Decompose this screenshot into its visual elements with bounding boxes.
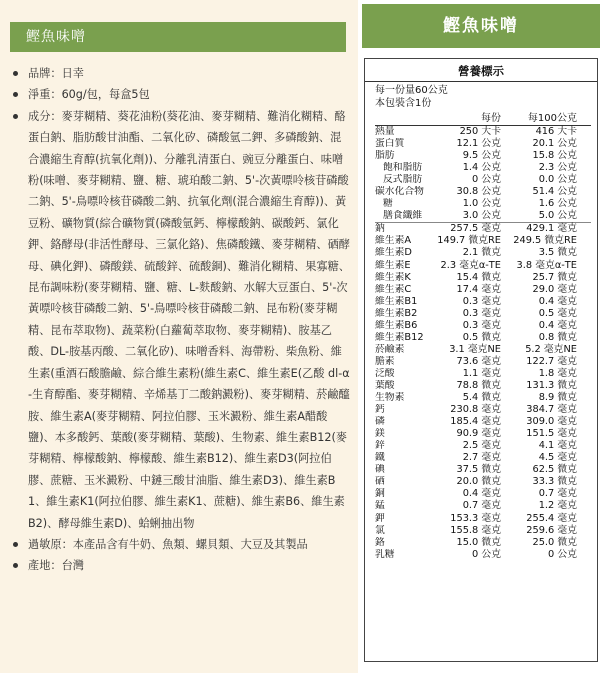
per-100g-value: 416 大卡 <box>535 126 577 137</box>
nutrition-row <box>375 247 591 259</box>
nutrient-name: 鋅 <box>375 440 385 452</box>
net-weight-item: 淨重：60g/包，每盒5包 <box>10 84 352 105</box>
per-serving-value: 20.0 微克 <box>456 476 501 488</box>
nutrition-row <box>375 537 591 549</box>
per-100g-value: 131.3 微克 <box>526 379 577 391</box>
per-serving-value: 73.6 毫克 <box>456 355 501 367</box>
per-serving-value: 0.3 毫克 <box>462 295 501 307</box>
nutrition-row <box>375 404 591 416</box>
nutrition-facts-title: 營養標示 <box>365 63 597 82</box>
per-100g-value: 29.0 毫克 <box>532 283 577 295</box>
nutrition-row <box>375 308 591 320</box>
per-serving-value: 3.0 公克 <box>462 210 501 222</box>
nutrient-name: 葉酸 <box>375 379 395 391</box>
nutrient-name: 生物素 <box>375 392 405 404</box>
nutrient-name: 維生素B6 <box>375 319 418 331</box>
per-100g-value: 0 公克 <box>548 548 577 560</box>
nutrition-row <box>375 549 591 561</box>
per-serving-value: 250 大卡 <box>459 126 501 137</box>
per-100g-value: 3.8 毫克α-TE <box>516 259 577 271</box>
per-100g-value: 249.5 微克RE <box>513 235 577 247</box>
nutrient-name: 鈣 <box>375 404 385 416</box>
nutrition-row <box>375 476 591 488</box>
nutrition-row <box>375 186 591 198</box>
nutrition-row <box>375 380 591 392</box>
per-serving-value: 230.8 毫克 <box>450 404 501 416</box>
nutrient-name: 維生素E <box>375 259 411 271</box>
per-100g-value: 5.0 公克 <box>538 210 577 222</box>
per-100g-value: 1.6 公克 <box>538 198 577 210</box>
nutrient-name: 飽和脂肪 <box>383 162 423 174</box>
nutrition-row <box>375 332 591 344</box>
per-100g-value: 4.1 毫克 <box>538 440 577 452</box>
nutrient-name: 維生素D <box>375 247 412 259</box>
per-serving-value: 78.8 微克 <box>456 379 501 391</box>
nutrition-row <box>375 210 591 223</box>
nutrition-rows <box>375 126 591 561</box>
nutrition-row <box>375 452 591 464</box>
nutrition-column-header <box>375 112 591 126</box>
nutrient-name: 維生素A <box>375 235 412 247</box>
per-100g-header: 每100公克 <box>527 113 577 124</box>
per-100g-value: 151.5 毫克 <box>526 428 577 440</box>
per-100g-value: 33.3 微克 <box>532 476 577 488</box>
per-100g-value: 20.1 公克 <box>532 138 577 150</box>
per-100g-value: 5.2 毫克NE <box>525 343 577 355</box>
nutrition-row <box>375 440 591 452</box>
per-serving-value: 0 公克 <box>472 174 501 186</box>
nutrition-row <box>375 500 591 512</box>
nutrient-name: 維生素B2 <box>375 307 418 319</box>
serving-size: 每一份量60公克 <box>375 85 448 96</box>
per-serving-value: 155.8 毫克 <box>450 524 501 536</box>
nutrient-name: 維生素K <box>375 271 411 283</box>
nutrition-row <box>375 525 591 537</box>
per-serving-value: 2.7 毫克 <box>462 452 501 464</box>
per-100g-value: 15.8 公克 <box>532 150 577 162</box>
per-serving-value: 3.1 毫克NE <box>449 343 501 355</box>
per-100g-value: 0.5 毫克 <box>538 307 577 319</box>
nutrition-row <box>375 272 591 284</box>
nutrition-row <box>375 356 591 368</box>
per-serving-value: 0.5 微克 <box>462 331 501 343</box>
nutrient-name: 碘 <box>375 464 385 476</box>
product-info-list <box>10 63 352 577</box>
nutrient-name: 菸鹼素 <box>375 343 405 355</box>
nutrition-row <box>375 223 591 235</box>
per-serving-value: 0 公克 <box>472 548 501 560</box>
per-serving-value: 149.7 微克RE <box>437 235 501 247</box>
nutrition-row <box>375 138 591 150</box>
nutrition-row <box>375 174 591 186</box>
per-100g-value: 0.8 微克 <box>538 331 577 343</box>
per-100g-value: 259.6 毫克 <box>526 524 577 536</box>
nutrition-row <box>375 162 591 174</box>
per-serving-value: 15.4 微克 <box>456 271 501 283</box>
brand-item: 品牌：日幸 <box>10 63 352 84</box>
per-serving-value: 2.5 毫克 <box>462 440 501 452</box>
per-serving-value: 0.3 毫克 <box>462 319 501 331</box>
per-100g-value: 255.4 毫克 <box>526 512 577 524</box>
per-100g-value: 384.7 毫克 <box>526 404 577 416</box>
per-100g-value: 51.4 公克 <box>532 186 577 198</box>
per-serving-header: 每份 <box>481 113 501 124</box>
per-serving-value: 153.3 毫克 <box>450 512 501 524</box>
per-100g-value: 2.3 公克 <box>538 162 577 174</box>
per-100g-value: 3.5 微克 <box>538 247 577 259</box>
nutrition-row <box>375 488 591 500</box>
per-serving-value: 1.0 公克 <box>462 198 501 210</box>
nutrition-row <box>375 416 591 428</box>
per-100g-value: 0.4 毫克 <box>538 295 577 307</box>
nutrient-name: 維生素C <box>375 283 412 295</box>
per-100g-value: 429.1 毫克 <box>526 223 577 235</box>
nutrient-name: 維生素B12 <box>375 331 424 343</box>
nutrient-name: 氯 <box>375 524 385 536</box>
nutrition-row <box>375 198 591 210</box>
nutrition-row <box>375 368 591 380</box>
nutrition-row <box>375 260 591 272</box>
per-serving-value: 185.4 毫克 <box>450 416 501 428</box>
per-100g-value: 0.0 公克 <box>538 174 577 186</box>
per-100g-value: 25.7 微克 <box>532 271 577 283</box>
nutrition-row <box>375 392 591 404</box>
per-serving-value: 2.3 毫克α-TE <box>440 259 501 271</box>
nutrition-product-header: 鰹魚味噌 <box>362 4 600 48</box>
nutrition-row <box>375 464 591 476</box>
per-100g-value: 4.5 毫克 <box>538 452 577 464</box>
nutrient-name: 乳糖 <box>375 548 395 560</box>
per-100g-value: 1.2 毫克 <box>538 500 577 512</box>
nutrient-name: 蛋白質 <box>375 138 405 150</box>
per-serving-value: 90.9 毫克 <box>456 428 501 440</box>
nutrient-name: 鉻 <box>375 536 385 548</box>
nutrient-name: 鐵 <box>375 452 385 464</box>
nutrition-row <box>375 428 591 440</box>
servings-per-package: 本包裝含1份 <box>375 97 432 109</box>
nutrient-name: 熱量 <box>375 126 395 137</box>
nutrient-name: 鈉 <box>375 223 385 235</box>
origin-item: 產地：台灣 <box>10 555 352 576</box>
nutrition-row <box>375 320 591 332</box>
per-serving-value: 2.1 微克 <box>462 247 501 259</box>
nutrition-facts-panel <box>364 58 598 662</box>
nutrient-name: 膽素 <box>375 355 395 367</box>
nutrient-name: 鎂 <box>375 428 385 440</box>
nutrition-row <box>375 513 591 525</box>
nutrient-name: 硒 <box>375 476 385 488</box>
per-serving-value: 9.5 公克 <box>462 150 501 162</box>
per-serving-value: 1.1 毫克 <box>462 367 501 379</box>
per-serving-value: 30.8 公克 <box>456 186 501 198</box>
nutrient-name: 糖 <box>383 198 393 210</box>
nutrient-name: 反式脂肪 <box>383 174 423 186</box>
per-100g-value: 309.0 毫克 <box>526 416 577 428</box>
nutrient-name: 泛酸 <box>375 367 395 379</box>
product-name-header: 鰹魚味噌 <box>10 22 346 52</box>
allergen-item: 過敏原：本產品含有牛奶、魚類、螺貝類、大豆及其製品 <box>10 534 352 555</box>
nutrient-name: 脂肪 <box>375 150 395 162</box>
nutrient-name: 膳食纖維 <box>383 210 423 222</box>
nutrition-section <box>358 0 604 673</box>
per-serving-value: 5.4 微克 <box>462 392 501 404</box>
per-serving-value: 0.4 毫克 <box>462 488 501 500</box>
nutrition-row <box>375 126 591 138</box>
ingredients-item: 成分：麥芽糊精、葵花油粉(葵花油、麥芽糊精、難消化糊精、酪蛋白鈉、脂肪酸甘油酯、二氧化矽、磷酸氫二鉀、多磷酸鈉、混合濃縮生育醇(抗氧化劑))、分離乳清蛋白、豌豆分離蛋白、味噌粉(味噌、麥芽糊精、鹽、糖、琥珀酸二鈉、5'-次黃嘌呤核苷磷酸二鈉、5'-鳥嘌呤核苷磷酸二鈉、抗氧化劑(混合濃縮生育醇))、黃豆粉、礦物質(綜合礦物質(磷酸氫鈣、檸檬酸鈉、碳酸鈣、氯化鉀、鉻酵母(非活性酵母、三氯化鉻)、焦磷酸鐵、麥芽糊精、硒酵母、碘化鉀)、磷酸鎂、硫酸鋅、硫酸銅)、難消化糊精、果寡糖、昆布調味粉(麥芽糊精、鹽、糖、L-麩酸鈉、水解大豆蛋白、5'-次黃嘌呤核苷磷酸二鈉、5'-鳥嘌呤核苷磷酸二鈉、昆布粉(麥芽糊精、昆布萃取物)、蔬菜粉(白蘿蔔萃取物、麥芽糊精)、胺基乙酸、DL-胺基丙酸、二氧化矽)、味噌香料、海帶粉、柴魚粉、維生素(重酒石酸膽鹼、綜合維生素粉(維生素C、維生素E(乙酸 dl-α-生育醇酯、麥芽糊精、辛烯基丁二酸鈉澱粉)、麥芽糊精、菸鹼醯胺、維生素A(麥芽糊精、阿拉伯膠、玉米澱粉、維生素A醋酸鹽)、本多酸鈣、葉酸(麥芽糊精、葉酸)、生物素、維生素B12(麥芽糊精、檸檬酸鈉、檸檬酸、維生素B12)、維生素D3(阿拉伯膠、蔗糖、玉米澱粉、中鏈三酸甘油脂、維生素D3)、維生素B1、維生素K1(阿拉伯膠、維生素K1、蔗糖)、維生素B6、維生素B2)、酵母維生素D)、蛤蜊抽出物 <box>10 106 352 534</box>
nutrient-name: 銅 <box>375 488 385 500</box>
nutrient-name: 碳水化合物 <box>375 186 424 198</box>
per-serving-value: 1.4 公克 <box>462 162 501 174</box>
per-100g-value: 62.5 微克 <box>532 464 577 476</box>
nutrient-name: 磷 <box>375 416 385 428</box>
per-100g-value: 1.8 毫克 <box>538 367 577 379</box>
per-serving-value: 17.4 毫克 <box>456 283 501 295</box>
nutrient-name: 維生素B1 <box>375 295 418 307</box>
per-serving-value: 257.5 毫克 <box>450 223 501 235</box>
per-serving-value: 15.0 微克 <box>456 536 501 548</box>
per-serving-value: 0.7 毫克 <box>462 500 501 512</box>
nutrient-name: 鉀 <box>375 512 385 524</box>
per-100g-value: 8.9 微克 <box>538 392 577 404</box>
nutrition-row <box>375 344 591 356</box>
nutrient-name: 錳 <box>375 500 385 512</box>
per-serving-value: 37.5 微克 <box>456 464 501 476</box>
nutrition-row <box>375 235 591 247</box>
per-100g-value: 122.7 毫克 <box>526 355 577 367</box>
per-serving-value: 0.3 毫克 <box>462 307 501 319</box>
nutrition-row <box>375 284 591 296</box>
per-serving-value: 12.1 公克 <box>456 138 501 150</box>
per-100g-value: 25.0 微克 <box>532 536 577 548</box>
nutrition-row <box>375 296 591 308</box>
per-100g-value: 0.7 毫克 <box>538 488 577 500</box>
nutrition-row <box>375 150 591 162</box>
per-100g-value: 0.4 毫克 <box>538 319 577 331</box>
